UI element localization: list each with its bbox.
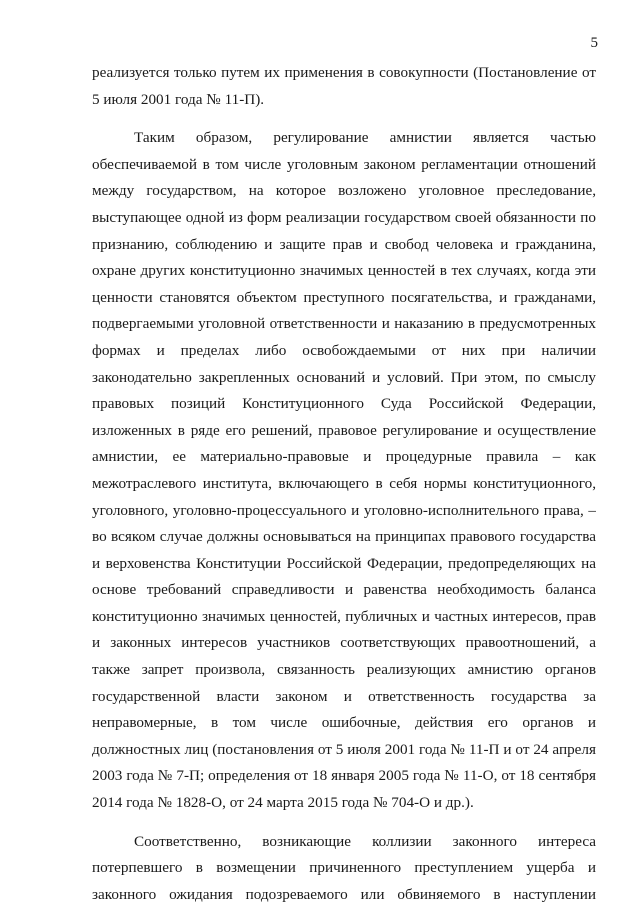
text-line: во всяком случае должны основываться на принципах правового государства [92,528,596,546]
text-line: и законных интересов участников соответствующих правоотношений, а [92,634,596,652]
text-line: законного ожидания подозреваемого или обвиняемого в наступлении [92,885,596,903]
text-line: охране других конституционно значимых ценностей в тех случаях, когда эти [92,262,596,280]
text-line: должностных лиц (постановления от 5 июля 2001 года № 11-П и от 24 апреля [92,740,596,758]
text-line: основе требований справедливости и равенства необходимость баланса [92,581,596,599]
text-line: 2003 года № 7-П; определения от 18 января 2005 года № 11-О, от 18 сентября [92,767,596,785]
text-line: конституционно значимых ценностей, публичных и частных интересов, прав [92,607,596,625]
document-body [92,60,596,908]
text-line: ценности становятся объектом преступного посягательства, и гражданами, [92,288,596,306]
text-line: изложенных в ряде его решений, правовое регулирование и осуществление [92,421,596,439]
text-line: 2014 года № 1828-О, от 24 марта 2015 года № 704-О и др.). [92,794,474,812]
text-line: межотраслевого института, включающего в себя нормы конституционного, [92,474,596,492]
text-line: законодательно закрепленных оснований и условий. При этом, по смыслу [92,368,596,386]
text-line: обеспечиваемой в том числе уголовным законом регламентации отношений [92,155,596,173]
text-line: Соответственно, возникающие коллизии законного интереса [134,832,596,850]
text-line: неправомерные, в том числе ошибочные, действия его органов и [92,714,596,732]
text-line: признанию, соблюдению и защите прав и свобод человека и гражданина, [92,235,596,253]
text-line: между государством, на которое возложено уголовное преследование, [92,182,596,200]
page-number: 5 [590,35,598,51]
text-line: уголовного, уголовно-процессуального и уголовно-исполнительного права, – [92,501,596,519]
text-line: также запрет произвола, связанность реализующих амнистию органов [92,661,596,679]
text-line: формах и пределах либо освобождаемыми от них при наличии [92,341,596,359]
paragraph [92,829,596,908]
text-line: Таким образом, регулирование амнистии является частью [134,129,596,147]
text-line: реализуется только путем их применения в совокупности (Постановление от [92,64,596,81]
text-line: амнистии, ее материально-правовые и процедурные правила – как [92,448,596,466]
text-line: выступающее одной из форм реализации государством своей обязанности по [92,208,596,226]
text-line: 5 июля 2001 года № 11-П). [92,90,265,108]
paragraph [92,60,596,113]
text-line: подвергаемыми уголовной ответственности и наказанию в предусмотренных [92,315,596,333]
text-line: потерпевшего в возмещении причиненного преступлением ущерба и [92,859,596,877]
paragraph [92,125,596,816]
text-line: правовых позиций Конституционного Суда Российской Федерации, [92,395,596,413]
text-line: государственной власти законом и ответственность государства за [92,687,596,705]
text-line: и верховенства Конституции Российской Федерации, предопределяющих на [92,554,596,572]
